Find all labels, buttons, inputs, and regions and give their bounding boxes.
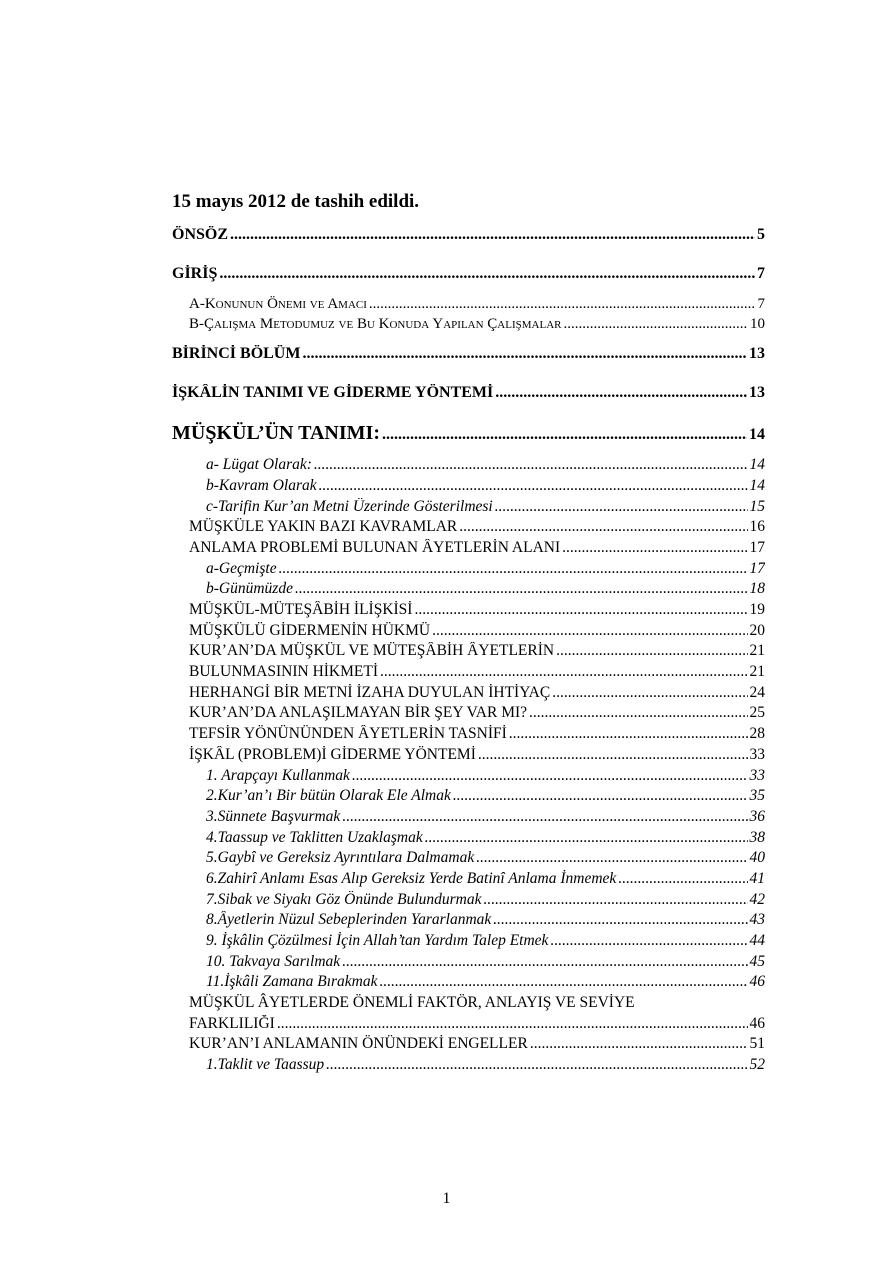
toc-entry-title: TEFSİR YÖNÜNÜNDEN ÂYETLERİN TASNİFİ bbox=[189, 725, 507, 742]
toc-entry-muskulun-tanimi[interactable] bbox=[172, 422, 765, 445]
toc-entry-page: 21 bbox=[749, 642, 765, 659]
toc-entry-anlasilmayan[interactable] bbox=[189, 704, 765, 722]
toc-entry-page: 46 bbox=[749, 1015, 765, 1032]
toc-entry-tarifin[interactable] bbox=[206, 498, 765, 516]
toc-entry-zahiri[interactable] bbox=[206, 870, 765, 888]
toc-entry-page: 46 bbox=[749, 973, 765, 990]
toc-entry-muskulu-gidermenin[interactable] bbox=[189, 622, 765, 640]
toc-entry-herhangi-bir-metni[interactable] bbox=[189, 684, 765, 702]
toc-entry-page: 14 bbox=[749, 477, 765, 494]
toc-entry-page: 17 bbox=[749, 560, 765, 577]
toc-entry-page: 14 bbox=[749, 456, 765, 473]
toc-entry-page: 14 bbox=[749, 426, 765, 443]
toc-entry-title: BULUNMASININ HİKMETİ bbox=[189, 663, 378, 680]
toc-entry-page: 13 bbox=[749, 345, 765, 362]
toc-entry-title: 1. Arapçayı Kullanmak bbox=[206, 767, 350, 784]
toc-entry-yardim-talep[interactable] bbox=[206, 932, 765, 950]
toc-entry-page: 5 bbox=[757, 226, 765, 243]
toc-entry-page: 33 bbox=[749, 767, 765, 784]
toc-entry-gecmiste[interactable] bbox=[206, 560, 765, 578]
toc-entry-page: 45 bbox=[749, 953, 765, 970]
toc-entry-title: ÖNSÖZ bbox=[172, 226, 229, 243]
toc-entry-title: BİRİNCİ BÖLÜM bbox=[172, 345, 301, 362]
toc-entry-lugat-olarak[interactable] bbox=[206, 456, 765, 474]
toc-entry-page: 28 bbox=[749, 725, 765, 742]
toc-entry-anlama-problemi[interactable] bbox=[189, 539, 765, 557]
toc-entry-title: 10. Takvaya Sarılmak bbox=[206, 953, 341, 970]
toc-entry-page: 20 bbox=[749, 622, 765, 639]
toc-entry-page: 51 bbox=[749, 1035, 765, 1052]
toc-entry-page: 7 bbox=[757, 296, 765, 312]
toc-entry-title: KUR’AN’DA MÜŞKÜL VE MÜTEŞÂBİH ÂYETLERİN bbox=[189, 642, 555, 659]
toc-entry-title: b-Kavram Olarak bbox=[206, 477, 317, 494]
toc-entry-title: MÜŞKÜLE YAKIN BAZI KAVRAMLAR bbox=[189, 518, 458, 535]
toc-entry-muskule-yakin[interactable] bbox=[189, 518, 765, 536]
toc-entry-sibak[interactable] bbox=[206, 891, 765, 909]
toc-entry-title: ANLAMA PROBLEMİ BULUNAN ÂYETLERİN ALANI bbox=[189, 539, 561, 556]
toc-entry-title: KUR’AN’I ANLAMANIN ÖNÜNDEKİ ENGELLER bbox=[189, 1035, 528, 1052]
toc-entry-arapcayi[interactable] bbox=[206, 767, 765, 785]
toc-entry-title: İŞKÂL (PROBLEM)İ GİDERME YÖNTEMİ bbox=[189, 746, 476, 763]
toc-entry-title: İŞKÂLİN TANIMI VE GİDERME YÖNTEMİ bbox=[172, 384, 494, 401]
toc-entry-title: A-Konunun Önemi ve Amacı bbox=[189, 296, 367, 312]
toc-entry-takvaya[interactable] bbox=[206, 953, 765, 971]
toc-entry-page: 36 bbox=[749, 808, 765, 825]
toc-entry-page: 18 bbox=[749, 580, 765, 597]
toc-entry-onemli-faktor[interactable]: MÜŞKÜL ÂYETLERDE ÖNEMLİ FAKTÖR, ANLAYIŞ VE SEVİYE bbox=[189, 994, 635, 1011]
toc-entry-iskal-giderme[interactable] bbox=[189, 746, 765, 764]
toc-entry-page: 15 bbox=[749, 498, 765, 515]
toc-entry-page: 33 bbox=[749, 746, 765, 763]
toc-entry-title: a- Lügat Olarak: bbox=[206, 456, 312, 473]
toc-entry-title: 5.Gaybî ve Gereksiz Ayrıntılara Dalmamak bbox=[206, 849, 475, 866]
toc-entry-title: B-Çalışma Metodumuz ve Bu Konuda Yapılan Çalışmalar bbox=[189, 316, 562, 332]
toc-entry-page: 25 bbox=[749, 704, 765, 721]
toc-entry-title: 6.Zahirî Anlamı Esas Alıp Gereksiz Yerde Batinî Anlama İnmemek bbox=[206, 870, 617, 887]
toc-entry-taklit-taassup[interactable] bbox=[206, 1056, 765, 1074]
toc-entry-bulunmasinin-hikmeti[interactable] bbox=[189, 663, 765, 681]
toc-entry-title: 1.Taklit ve Taassup bbox=[206, 1056, 325, 1073]
toc-entry-tefsir-yonunden[interactable] bbox=[189, 725, 765, 743]
toc-entry-title: 7.Sibak ve Siyakı Göz Önünde Bulundurmak bbox=[206, 891, 482, 908]
page-heading: 15 mayıs 2012 de tashih edildi. bbox=[172, 191, 420, 212]
toc-entry-farkliligi[interactable] bbox=[189, 1015, 765, 1033]
toc-entry-giris[interactable] bbox=[172, 265, 765, 283]
toc-entry-nuzul[interactable] bbox=[206, 911, 765, 929]
toc-entry-engeller[interactable] bbox=[189, 1035, 765, 1053]
toc-entry-title: GİRİŞ bbox=[172, 265, 218, 282]
toc-entry-page: 16 bbox=[749, 518, 765, 535]
toc-entry-page: 38 bbox=[749, 829, 765, 846]
toc-entry-zamana[interactable] bbox=[206, 973, 765, 991]
toc-entry-title: HERHANGİ BİR METNİ İZAHA DUYULAN İHTİYAÇ bbox=[189, 684, 551, 701]
toc-entry-title: 11.İşkâli Zamana Bırakmak bbox=[206, 973, 378, 990]
toc-entry-kuranda-muskul[interactable] bbox=[189, 642, 765, 660]
toc-entry-onsoz[interactable] bbox=[172, 226, 765, 244]
page-number: 1 bbox=[442, 1190, 451, 1207]
toc-entry-page: 42 bbox=[749, 891, 765, 908]
toc-entry-page: 41 bbox=[749, 870, 765, 887]
toc-entry-title: a-Geçmişte bbox=[206, 560, 277, 577]
toc-entry-page: 24 bbox=[749, 684, 765, 701]
toc-entry-page: 19 bbox=[749, 601, 765, 618]
toc-entry-gunumuzde[interactable] bbox=[206, 580, 765, 598]
toc-entry-title: 2.Kur’an’ı Bir bütün Olarak Ele Almak bbox=[206, 787, 451, 804]
toc-entry-page: 35 bbox=[749, 787, 765, 804]
toc-entry-title: b-Günümüzde bbox=[206, 580, 293, 597]
toc-entry-kurani-butun[interactable] bbox=[206, 787, 765, 805]
toc-entry-title: MÜŞKÜLÜ GİDERMENİN HÜKMÜ bbox=[189, 622, 431, 639]
toc-entry-title: 8.Âyetlerin Nüzul Sebeplerinden Yararlanmak bbox=[206, 911, 492, 928]
toc-entry-page: 43 bbox=[749, 911, 765, 928]
toc-entry-birinci-bolum[interactable] bbox=[172, 345, 765, 363]
toc-entry-title: 4.Taassup ve Taklitten Uzaklaşmak bbox=[206, 829, 423, 846]
toc-entry-calisma-metodumuz[interactable] bbox=[189, 316, 765, 333]
toc-entry-sunnete[interactable] bbox=[206, 808, 765, 826]
toc-entry-taassup[interactable] bbox=[206, 829, 765, 847]
toc-entry-page: 17 bbox=[749, 539, 765, 556]
toc-entry-konunun-onemi[interactable] bbox=[189, 296, 765, 313]
toc-entry-title: 3.Sünnete Başvurmak bbox=[206, 808, 341, 825]
toc-entry-title: FARKLILIĞI bbox=[189, 1015, 275, 1032]
toc-entry-page: 40 bbox=[749, 849, 765, 866]
toc-entry-page: 10 bbox=[750, 316, 765, 332]
toc-entry-title: c-Tarifin Kur’an Metni Üzerinde Gösterilmesi bbox=[206, 498, 493, 515]
toc-entry-page: 44 bbox=[749, 932, 765, 949]
toc-entry-kavram-olarak[interactable] bbox=[206, 477, 765, 495]
toc-entry-muskul-mutesabih[interactable] bbox=[189, 601, 765, 619]
toc-entry-page: 7 bbox=[757, 265, 765, 282]
toc-entry-gaybi[interactable] bbox=[206, 849, 765, 867]
toc-entry-page: 13 bbox=[749, 384, 765, 401]
toc-entry-title: MÜŞKÜL-MÜTEŞÂBİH İLİŞKİSİ bbox=[189, 601, 413, 618]
toc-entry-page: 52 bbox=[749, 1056, 765, 1073]
toc-entry-title: KUR’AN’DA ANLAŞILMAYAN BİR ŞEY VAR MI? bbox=[189, 704, 528, 721]
toc-entry-iskalin-tanimi[interactable] bbox=[172, 384, 765, 402]
toc-entry-title: 9. İşkâlin Çözülmesi İçin Allah’tan Yardım Talep Etmek bbox=[206, 932, 549, 949]
toc-entry-page: 21 bbox=[749, 663, 765, 680]
toc-entry-title: MÜŞKÜL’ÜN TANIMI: bbox=[172, 422, 380, 444]
